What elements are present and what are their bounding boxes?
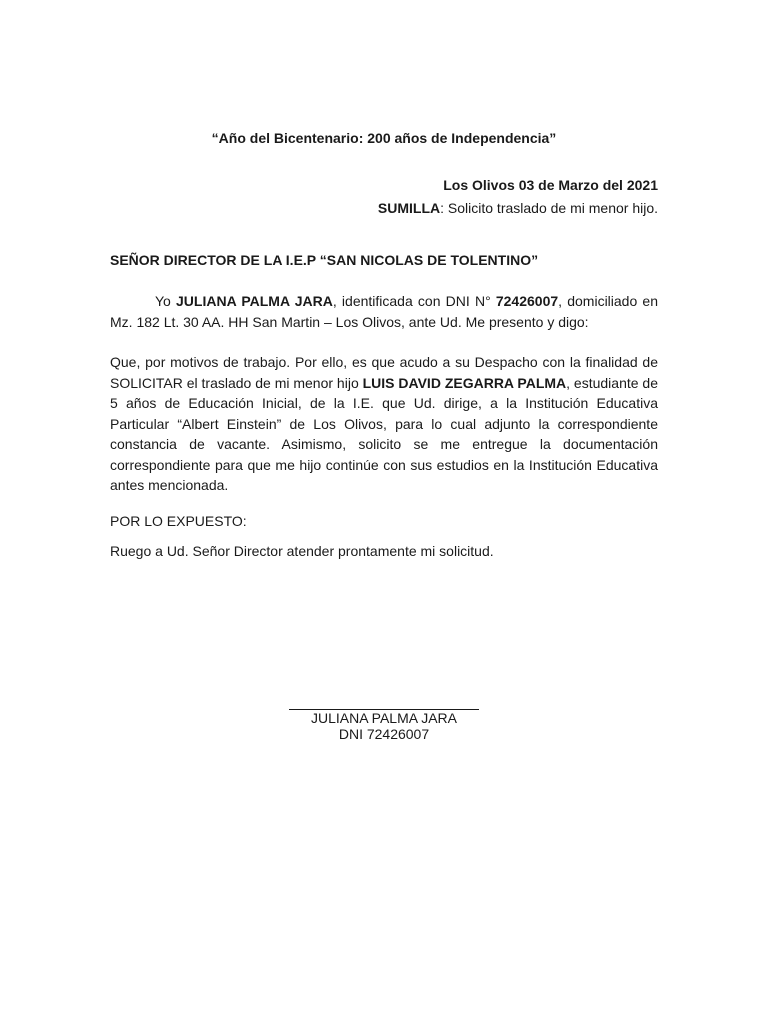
- motto-heading: “Año del Bicentenario: 200 años de Independencia”: [211, 130, 557, 146]
- sumilla-line: [378, 200, 658, 216]
- signature-name: JULIANA PALMA JARA: [310, 710, 457, 726]
- intro-text-1: Yo: [155, 293, 177, 309]
- sumilla-label: SUMILLA: [377, 200, 441, 216]
- expuesto-line: POR LO EXPUESTO:: [110, 513, 247, 529]
- request-text-2: , estudiante de 5 años de Educación Inicial, de la I.E. que Ud. dirige, a la Institución Educativa Particular “Albert Einstein” de Los Olivos, para lo cual adjunto la correspondiente constancia de vacante. Asimismo, solicito se me entregue la documentación correspondiente para que me hijo continúe con sus estudios en la Institución Educativa antes mencionada.: [110, 374, 658, 493]
- intro-text-3: , domiciliado en Mz. 182 Lt. 30 AA. HH San Martin – Los Olivos, ante Ud. Me presento y digo:: [110, 293, 659, 330]
- intro-paragraph: [110, 291, 658, 332]
- sumilla-text: : Solicito traslado de mi menor hijo.: [440, 200, 658, 216]
- applicant-name: JULIANA PALMA JARA: [176, 293, 333, 309]
- intro-text-2: , identificada con DNI N°: [332, 293, 496, 309]
- signature-dni: DNI 72426007: [338, 726, 430, 742]
- date-line: Los Olivos 03 de Marzo del 2021: [443, 177, 658, 193]
- child-name: LUIS DAVID ZEGARRA PALMA: [362, 374, 567, 391]
- request-paragraph: [110, 352, 658, 496]
- addressee-line: SEÑOR DIRECTOR DE LA I.E.P “SAN NICOLAS DE TOLENTINO”: [110, 252, 539, 268]
- ruego-line: Ruego a Ud. Señor Director atender prontamente mi solicitud.: [110, 543, 494, 559]
- request-text-1: Que, por motivos de trabajo. Por ello, es que acudo a su Despacho con la finalidad de SOLICITAR el traslado de mi menor hijo: [110, 354, 658, 391]
- applicant-dni: 72426007: [495, 293, 559, 309]
